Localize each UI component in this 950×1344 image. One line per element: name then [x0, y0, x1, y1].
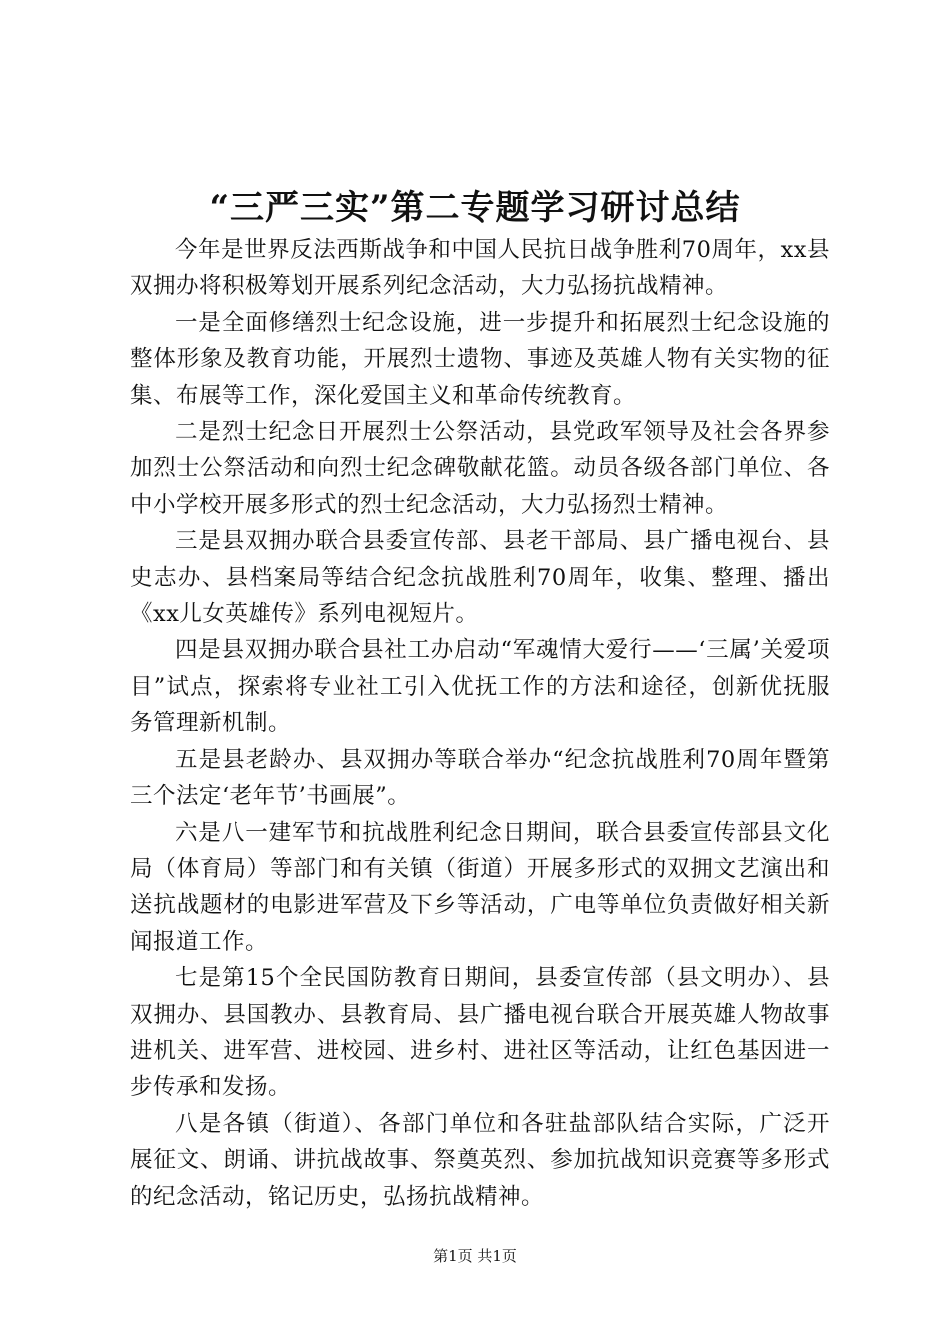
- paragraph-item-2: 二是烈士纪念日开展烈士公祭活动，县党政军领导及社会各界参加烈士公祭活动和向烈士纪念碑敬献花篮。动员各级各部门单位、各中小学校开展多形式的烈士纪念活动，大力弘扬烈士精神。: [130, 419, 830, 518]
- paragraph-item-6: 六是八一建军节和抗战胜利纪念日期间，联合县委宣传部县文化局（体育局）等部门和有关镇（街道）开展多形式的双拥文艺演出和送抗战题材的电影进军营及下乡等活动，广电等单位负责做好相关新闻报道工作。: [130, 819, 830, 955]
- paragraph-item-5: 五是县老龄办、县双拥办等联合举办“纪念抗战胜利70周年暨第三个法定‘老年节’书画展”。: [130, 746, 830, 810]
- paragraph-item-3: 三是县双拥办联合县委宣传部、县老干部局、县广播电视台、县史志办、县档案局等结合纪念抗战胜利70周年，收集、整理、播出《xx儿女英雄传》系列电视短片。: [130, 528, 830, 628]
- document-title: “三严三实”第二专题学习研讨总结: [209, 188, 741, 228]
- paragraph-intro: 今年是世界反法西斯战争和中国人民抗日战争胜利70周年，xx县双拥办将积极筹划开展系列纪念活动，大力弘扬抗战精神。: [130, 237, 830, 300]
- page-footer: 第1页 共1页: [433, 1247, 517, 1265]
- document-body: [130, 232, 830, 1215]
- paragraph-item-1: 一是全面修缮烈士纪念设施，进一步提升和拓展烈士纪念设施的整体形象及教育功能，开展烈士遗物、事迹及英雄人物有关实物的征集、布展等工作，深化爱国主义和革命传统教育。: [130, 309, 830, 409]
- paragraph-item-7: 七是第15个全民国防教育日期间，县委宣传部（县文明办）、县双拥办、县国教办、县教育局、县广播电视台联合开展英雄人物故事进机关、进军营、进校园、进乡村、进社区等活动，让红色基因进一步传承和发扬。: [130, 965, 830, 1101]
- paragraph-item-4: 四是县双拥办联合县社工办启动“军魂情大爱行——‘三属’关爱项目”试点，探索将专业社工引入优抚工作的方法和途径，创新优抚服务管理新机制。: [130, 637, 830, 737]
- paragraph-item-8: 八是各镇（街道）、各部门单位和各驻盐部队结合实际，广泛开展征文、朗诵、讲抗战故事、祭奠英烈、参加抗战知识竞赛等多形式的纪念活动，铭记历史，弘扬抗战精神。: [130, 1110, 830, 1210]
